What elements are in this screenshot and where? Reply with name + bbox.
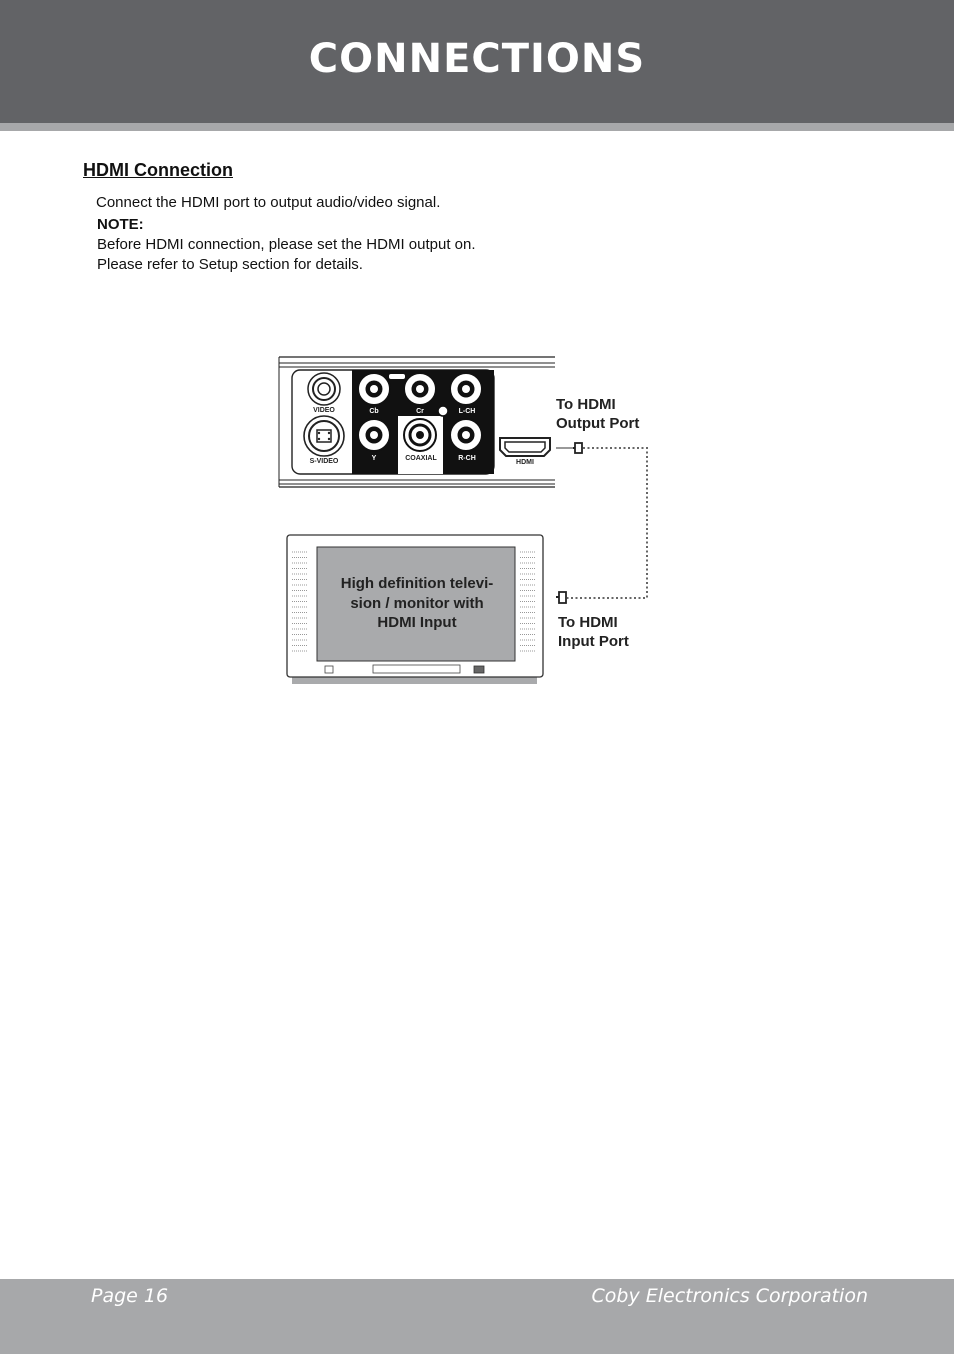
port-label-hdmi: HDMI <box>516 459 534 466</box>
hdmi-port <box>500 438 550 456</box>
output-port-label <box>556 395 639 433</box>
port-label-r-ch: R-CH <box>458 455 476 462</box>
port-label-coaxial: COAXIAL <box>405 455 437 462</box>
port-label-cb: Cb <box>369 408 379 415</box>
output-port-label-line-2: Output Port <box>556 415 640 432</box>
small-indicator <box>438 406 448 416</box>
output-port-label-line-1: To HDMI <box>556 396 616 413</box>
tv-screen-label <box>322 574 512 633</box>
note-line-2: Please refer to Setup section for details. <box>97 256 363 273</box>
tv-label-line-2: sion / monitor with <box>350 594 484 612</box>
port-label-y: Y <box>371 455 377 462</box>
tv-label-line-3: HDMI Input <box>377 614 457 631</box>
port-label-s-video: S-VIDEO <box>309 458 339 465</box>
note-label: NOTE: <box>97 216 144 233</box>
input-port-label-line-2: Input Port <box>558 633 629 650</box>
page-number: Page 16 <box>91 1285 169 1307</box>
hdmi-cable <box>556 443 647 603</box>
tv-label-line-1: High definition televi- <box>340 575 494 592</box>
s-video-jack <box>304 416 344 456</box>
input-port-label <box>558 613 629 651</box>
video-jack <box>308 373 340 405</box>
port-label-cr: Cr <box>416 408 424 415</box>
section-heading: HDMI Connection <box>83 160 233 180</box>
port-label-video: VIDEO <box>313 407 335 414</box>
small-tab <box>389 374 405 379</box>
port-label-l-ch: L-CH <box>458 408 476 415</box>
note-line-1: Before HDMI connection, please set the HDMI output on. <box>97 236 476 253</box>
intro-text: Connect the HDMI port to output audio/video signal. <box>96 194 441 211</box>
input-port-label-line-1: To HDMI <box>558 614 618 631</box>
company-name: Coby Electronics Corporation <box>591 1285 868 1307</box>
page-title: CONNECTIONS <box>308 36 646 82</box>
